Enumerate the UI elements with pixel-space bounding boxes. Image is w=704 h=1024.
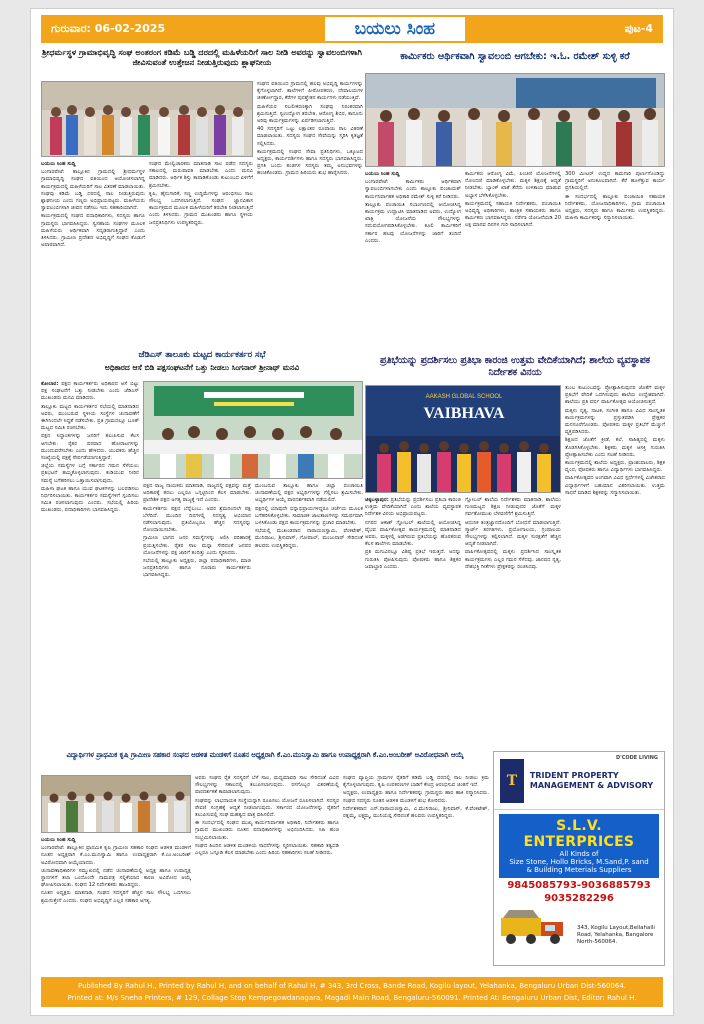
article-5-byline: ಬಯಲು ಸಿಂಹ ಸುದ್ದಿ xyxy=(41,837,76,843)
article-2-body-col3: 300 ಮೀಟರ್ ಉದ್ದದ ಕಾಮಗಾರಿ ಪೂರ್ಣಗೊಂಡಿದ್ದು ಗ್ರಾಮಸ್ಥರಿಗೆ ಅನುಕೂಲವಾಗಿದೆ. ಕೆರೆ ಹೂಳೆತ್ತುವ ಕಾರ್ಯ ಪ್ರಗತಿಯಲ್ಲಿದೆ. ಈ ಸಂದರ್ಭದಲ್ಲಿ ತಾಲ್ಲೂಕು ಪಂಚಾಯಿತಿ ಸಹಾಯಕ ನಿರ್ದೇಶಕರು, ಯೋಜನಾಧಿಕಾರಿಗಳು, ಗ್ರಾಮ ಪಂಚಾಯಿತಿ ಅಧ್ಯಕ್ಷರು, ಸದಸ್ಯರು ಹಾಗೂ ಕಾರ್ಮಿಕರು ಉಪಸ್ಥಿತರಿದ್ದರು. ಮಹಿಳಾ ಕಾರ್ಮಿಕರನ್ನು ಸನ್ಮಾನಿಸಲಾಯಿತು. xyxy=(565,171,665,222)
article-2-body-col2: ಕಾರ್ಮಿಕರು ಆರೋಗ್ಯ ವಿಮೆ, ಪಿಂಚಣಿ ಯೋಜನೆಗಳಲ್ಲಿ ನೋಂದಣಿ ಮಾಡಿಕೊಳ್ಳಬೇಕು. ಮಕ್ಕಳ ಶಿಕ್ಷಣಕ್ಕೆ ಆದ್ಯತೆ ನೀಡಬೇಕು. ಬ್ಯಾಂಕ್ ಖಾತೆ ತೆರೆದು ಉಳಿತಾಯ ಮಾಡುವ ಅಭ್ಯಾಸ ಬೆಳೆಸಿಕೊಳ್ಳಬೇಕು. ಕಾರ್ಯಕ್ರಮದಲ್ಲಿ ಸಹಾಯಕ ನಿರ್ದೇಶಕರು, ಪಂಚಾಯಿತಿ ಅಭಿವೃದ್ಧಿ ಅಧಿಕಾರಿಗಳು, ತಾಂತ್ರಿಕ ಸಹಾಯಕರು ಹಾಗೂ ಕಾರ್ಮಿಕರು ಭಾಗವಹಿಸಿದ್ದರು. ನರೇಗಾ ಯೋಜನೆಯಡಿ 20 ಲಕ್ಷ ಮಾನವ ದಿನಗಳ ಗುರಿ ಸಾಧಿಸಲಾಗಿದೆ. xyxy=(465,171,561,229)
article-1-body-col2: ಸಂಘದ ಮೇಲ್ವಿಚಾರಕರು ಮಾತನಾಡಿ ಸಾಲ ಪಡೆದ ಸದಸ್ಯರು ಸಕಾಲದಲ್ಲಿ ಮರುಪಾವತಿ ಮಾಡಬೇಕು ಎಂದು ಮನವಿ ಮಾಡಿದರು. ಆರ್ಥಿಕ ಶಿಸ್ತು ಕಾಪಾಡಿಕೊಂಡು ಕುಟುಂಬದ ಏಳಿಗೆಗೆ ಶ್ರಮಿಸಬೇಕು. ಕೃಷಿ, ಹೈನುಗಾರಿಕೆ, ಸಣ್ಣ ಉದ್ದಿಮೆಗಳನ್ನು ಆರಂಭಿಸಲು ಸಾಲ ಸೌಲಭ್ಯ ಒದಗಿಸಲಾಗುತ್ತಿದೆ. ಸಂಘದ ಜ್ಞಾನವಿಕಾಸ ಕಾರ್ಯಕ್ರಮದ ಮೂಲಕ ಮಹಿಳೆಯರಿಗೆ ತರಬೇತಿ ನೀಡಲಾಗುತ್ತಿದೆ ಎಂದು ತಿಳಿಸಿದರು. ಗ್ರಾಮದ ಮುಖಂಡರು ಹಾಗೂ ಸ್ಥಳೀಯ ಜನಪ್ರತಿನಿಧಿಗಳು ಉಪಸ್ಥಿತರಿದ್ದರು. xyxy=(149,161,253,226)
article-4-byline: ಚಿಕ್ಕಬಳ್ಳಾಪುರ: xyxy=(365,497,389,503)
slv-address: 343, Kogilu Layout,Bellahalli Road, Yelahanka, Bangalore North-560064. xyxy=(577,924,655,945)
article-2-headline: ಕಾರ್ಮಿಕರು ಆರ್ಥಿಕವಾಗಿ ಸ್ವಾವಲಂಬಿ ಆಗಬೇಕು: ಇ.ಓ. ರಮೇಶ್ ಸುಳ್ಳಿ ಕರೆ xyxy=(400,51,630,62)
article-3-body-col2: ಪಕ್ಷದ ರಾಜ್ಯ ನಾಯಕರು ಮಾತನಾಡಿ, ರಾಜ್ಯದಲ್ಲಿ ಪಕ್ಷವನ್ನು ಮತ್ತೆ ಅಧಿಕಾರಕ್ಕೆ ತರಲು ಎಲ್ಲರೂ ಒಗ್ಗಟ್ಟಿನಿಂದ ಕೆಲಸ ಮಾಡಬೇಕು. ಪ್ರಾದೇಶಿಕ ಪಕ್ಷದ ಅಗತ್ಯ ರಾಜ್ಯಕ್ಕೆ ಇದೆ ಎಂದರು. ಕಾರ್ಯಕರ್ತರು ಪಕ್ಷದ ಬೆನ್ನೆಲುಬು. ಅವರ ಶ್ರಮದಿಂದಲೇ ಪಕ್ಷ ಬೆಳೆದಿದೆ. ಮುಂದಿನ ದಿನಗಳಲ್ಲಿ ಸದಸ್ಯತ್ವ ಅಭಿಯಾನ ನಡೆಸಲಾಗುವುದು. ಪ್ರತಿಯೊಬ್ಬರೂ ಹೆಚ್ಚಿನ ಸದಸ್ಯರನ್ನು ನೋಂದಾಯಿಸಬೇಕು. ಗ್ರಾಮೀಣ ಭಾಗದ ಜನರ ಸಮಸ್ಯೆಗಳನ್ನು ಆಲಿಸಿ ಪರಿಹಾರಕ್ಕೆ ಪ್ರಯತ್ನಿಸಬೇಕು. ರೈತರ ಸಾಲ ಮನ್ನಾ ಸೇರಿದಂತೆ ಜನಪರ ಯೋಜನೆಗಳನ್ನು ಪಕ್ಷ ಜಾರಿಗೆ ತಂದಿತ್ತು ಎಂದು ಸ್ಮರಿಸಿದರು. ಸಭೆಯಲ್ಲಿ ತಾಲ್ಲೂಕು ಅಧ್ಯಕ್ಷರು, ಜಿಲ್ಲಾ ಪದಾಧಿಕಾರಿಗಳು, ಮಾಜಿ ಜನಪ್ರತಿನಿಧಿಗಳು ಹಾಗೂ ನೂರಾರು ಕಾರ್ಯಕರ್ತರು ಭಾಗವಹಿಸಿದ್ದರು. xyxy=(143,483,251,579)
banner-school-text: AAKASH GLOBAL SCHOOL xyxy=(425,394,503,400)
article-5-photo xyxy=(41,775,191,833)
footer-line-1: Published By Rahul H., Printed by Rahul H, and on behalf of Rahul H, # 343, 3rd Cross, Bande Road, Kogilu layout, Yelahanka, Bengaluru Urban Dist-560064. xyxy=(77,982,627,990)
article-1-body: ಬಯಲು ಸಿಂಹ ಸುದ್ದಿ ಬಂಗಾರಪೇಟೆ: ತಾಲ್ಲೂಕಿನ ಗ್ರಾಮದಲ್ಲಿ ಶ್ರೀಧರ್ಮಸ್ಥಳ ಗ್ರಾಮಾಭಿವೃದ್ಧಿ ಸಂಘದ ವತಿಯಿಂದ ಆಯೋಜಿಸಲಾಗಿದ್ದ ಕಾರ್ಯಕ್ರಮದಲ್ಲಿ ಮಹಿಳೆಯರಿಗೆ ಸಾಲ ವಿತರಣೆ ಮಾಡಲಾಯಿತು. ಸಂಘವು ಕಡಿಮೆ ಬಡ್ಡಿ ದರದಲ್ಲಿ ಸಾಲ ನೀಡುತ್ತಿರುವುದು ಶ್ಲಾಘನೀಯ ಎಂದು ಗಣ್ಯರು ಅಭಿಪ್ರಾಯಪಟ್ಟರು. ಮಹಿಳೆಯರು ಸ್ವಾವಲಂಬಿಗಳಾಗಿ ಜೀವನ ನಡೆಸಲು ಇದು ಸಹಕಾರಿಯಾಗಿದೆ. ಕಾರ್ಯಕ್ರಮದಲ್ಲಿ ಸಂಘದ ಪದಾಧಿಕಾರಿಗಳು, ಸದಸ್ಯರು ಹಾಗೂ ಗ್ರಾಮಸ್ಥರು ಭಾಗವಹಿಸಿದ್ದರು. ಸ್ವಸಹಾಯ ಸಂಘಗಳ ಮೂಲಕ ಮಹಿಳೆಯರು ಆರ್ಥಿಕವಾಗಿ ಸದೃಢರಾಗುತ್ತಿದ್ದಾರೆ ಎಂದು ತಿಳಿಸಿದರು. ಗ್ರಾಮೀಣ ಪ್ರದೇಶದ ಅಭಿವೃದ್ಧಿಗೆ ಸಂಘದ ಕೊಡುಗೆ ಅಪಾರವಾಗಿದೆ. xyxy=(41,161,145,249)
article-1-byline: ಬಯಲು ಸಿಂಹ ಸುದ್ದಿ xyxy=(41,161,76,167)
article-3-body: ಕೋಲಾರ: ಪಕ್ಷದ ಕಾರ್ಯಕರ್ತರು ಅಧಿಕಾರದ ಆಸೆ ಬಿಟ್ಟು ಪಕ್ಷ ಸಂಘಟನೆಗೆ ಒತ್ತು ನೀಡಬೇಕು ಎಂದು ಜೆಡಿಎಸ್ ಮುಖಂಡರು ಮನವಿ ಮಾಡಿದರು. ತಾಲ್ಲೂಕು ಮಟ್ಟದ ಕಾರ್ಯಕರ್ತರ ಸಭೆಯಲ್ಲಿ ಮಾತನಾಡಿದ ಅವರು, ಮುಂಬರುವ ಸ್ಥಳೀಯ ಸಂಸ್ಥೆಗಳ ಚುನಾವಣೆಗೆ ಈಗಿನಿಂದಲೇ ಸಿದ್ಧತೆ ನಡೆಸಬೇಕು. ಪ್ರತಿ ಗ್ರಾಮದಲ್ಲೂ ಬೂತ್ ಮಟ್ಟದ ಸಮಿತಿ ರಚಿಸಬೇಕು. ಪಕ್ಷದ ಸಿದ್ಧಾಂತಗಳನ್ನು ಜನರಿಗೆ ತಲುಪಿಸುವ ಕೆಲಸ ಆಗಬೇಕು. ರೈತರ ಪರವಾದ ಹೋರಾಟಗಳನ್ನು ಮುಂದುವರೆಸಬೇಕು ಎಂದು ಹೇಳಿದರು. ಯುವಕರು ಹೆಚ್ಚಿನ ಸಂಖ್ಯೆಯಲ್ಲಿ ಪಕ್ಷಕ್ಕೆ ಸೇರ್ಪಡೆಯಾಗುತ್ತಿದ್ದಾರೆ. ಜಿಲ್ಲೆಯ ಸಮಸ್ಯೆಗಳ ಬಗ್ಗೆ ಸರ್ಕಾರದ ಗಮನ ಸೆಳೆಯಲು ಪ್ರತಿಭಟನೆ ಹಮ್ಮಿಕೊಳ್ಳಲಾಗುವುದು. ಕುಡಿಯುವ ನೀರಿನ ಸಮಸ್ಯೆ ಬಗೆಹರಿಸಲು ಒತ್ತಾಯಿಸಲಾಗುವುದು. ಮಹಿಳಾ ಘಟಕ ಹಾಗೂ ಯುವ ಘಟಕಗಳನ್ನು ಬಲಪಡಿಸಲು ನಿರ್ಧರಿಸಲಾಯಿತು. ಕಾರ್ಯಕರ್ತರ ಸಮಸ್ಯೆಗಳಿಗೆ ಸ್ಪಂದಿಸಲು ಸಮಿತಿ ರಚಿಸಲಾಗುವುದು ಎಂದರು. ಸಭೆಯಲ್ಲಿ ಹಿರಿಯ ಮುಖಂಡರು, ಪದಾಧಿಕಾರಿಗಳು ಭಾಗವಹಿಸಿದ್ದರು. xyxy=(41,381,139,514)
truck-icon xyxy=(499,908,573,946)
article-3-subhead: ಅಧಿಕಾರದ ಆಸೆ ಬಿಡಿ ಪಕ್ಷಸಂಘಟನೆಗೆ ಒತ್ತು ನೀಡಲು ಸಿಂಗನಾರ್ ಶ್ರೀನಾಥ್ ಮನವಿ xyxy=(104,363,300,372)
article-1-headline: ಶ್ರೀಧರ್ಮಸ್ಥಳ ಗ್ರಾಮಾಭಿವೃದ್ಧಿ ಸಂಘ ಅಂತರಂಗ ಕಡಿಮೆ ಬಡ್ಡಿ ದರದಲ್ಲಿ ಮಹಿಳೆಯರಿಗೆ ಸಾಲ ನೀಡಿ ಅವರನ್ನು ಸ್ವಾವಲಂಬಿಗಳಾಗಿ ಜೀವಿಸುವಂತೆ ಉತ್ತೇಜನ ನೀಡುತ್ತಿರುವುದು ಶ್ಲಾಘನೀಯ xyxy=(42,47,362,68)
article-3-photo xyxy=(143,381,363,479)
dcode-living-logo: D'CODE LIVING xyxy=(616,755,658,761)
trident-ad xyxy=(494,752,664,810)
article-4-headline: ಪ್ರತಿಭೆಯನ್ನು ಪ್ರದರ್ಶಿಸಲು ಪ್ರತಿಭಾ ಕಾರಂಜಿ ಉತ್ತಮ ವೇದಿಕೆಯಾಗಿದೆ; ಶಾಲೆಯ ವ್ಯವಸ್ಥಾಪಕ ನಿರ್ದೇಶಕ ವಿನಯ xyxy=(380,355,650,378)
footer-line-2: Printed at: M/s Sneha Printers, # 129, Collage Stop Kempegowdanagara, Magadi Main Road, Bengaluru-560091. Printed At: Bengaluru Urban Dist, Editor: Rahul H. xyxy=(67,994,637,1002)
article-1-body-col3: ಸಂಘದ ವತಿಯಿಂದ ಗ್ರಾಮದಲ್ಲಿ ಹಲವು ಅಭಿವೃದ್ಧಿ ಕಾರ್ಯಗಳನ್ನು ಕೈಗೊಳ್ಳಲಾಗಿದೆ. ಶಾಲೆಗಳಿಗೆ ಪೀಠೋಪಕರಣ, ದೇವಾಲಯಗಳ ಜೀರ್ಣೋದ್ಧಾರ, ಕೆರೆಗಳ ಪುನಶ್ಚೇತನ ಕಾರ್ಯಗಳು ನಡೆಯುತ್ತಿವೆ. ಮಹಿಳೆಯರ ಸಬಲೀಕರಣಕ್ಕಾಗಿ ಸಂಘವು ನಿರಂತರವಾಗಿ ಶ್ರಮಿಸುತ್ತಿದೆ. ಸ್ವಉದ್ಯೋಗ ತರಬೇತಿ, ಆರೋಗ್ಯ ಶಿಬಿರ, ಕಾನೂನು ಅರಿವು ಕಾರ್ಯಕ್ರಮಗಳನ್ನು ಏರ್ಪಡಿಸಲಾಗುತ್ತಿದೆ. 40 ಸದಸ್ಯರಿಗೆ ಒಟ್ಟು ಲಕ್ಷಾಂತರ ರೂಪಾಯಿ ಸಾಲ ವಿತರಣೆ ಮಾಡಲಾಯಿತು. ಸದಸ್ಯರು ಸಂಘದ ಸೇವೆಯನ್ನು ಸ್ಮರಿಸಿ ಕೃತಜ್ಞತೆ ಸಲ್ಲಿಸಿದರು. ಕಾರ್ಯಕ್ರಮದಲ್ಲಿ ಸಂಘದ ಸೇವಾ ಪ್ರತಿನಿಧಿಗಳು, ಒಕ್ಕೂಟದ ಅಧ್ಯಕ್ಷರು, ಕಾರ್ಯದರ್ಶಿಗಳು ಹಾಗೂ ಸದಸ್ಯರು ಭಾಗವಹಿಸಿದ್ದರು. ಪ್ರಗತಿ ಬಂಧು ತಂಡಗಳ ಸದಸ್ಯರು ತಮ್ಮ ಅನುಭವಗಳನ್ನು ಹಂಚಿಕೊಂಡರು. ಗ್ರಾಮದ ಹಿರಿಯರು ಶುಭ ಹಾರೈಸಿದರು. xyxy=(257,81,363,177)
article-5-body-col3: ಸಂಘದ ವ್ಯಾಪ್ತಿಯ ಗ್ರಾಮಗಳ ರೈತರಿಗೆ ಕಡಿಮೆ ಬಡ್ಡಿ ದರದಲ್ಲಿ ಸಾಲ ನೀಡಲು ಕ್ರಮ ಕೈಗೊಳ್ಳಲಾಗುವುದು. ಕೃಷಿ ಉಪಕರಣಗಳ ಬಾಡಿಗೆ ಕೇಂದ್ರ ಆರಂಭಿಸುವ ಚಿಂತನೆ ಇದೆ. ಅಧ್ಯಕ್ಷರು, ಉಪಾಧ್ಯಕ್ಷರು ಹಾಗೂ ನಿರ್ದೇಶಕರನ್ನು ಗ್ರಾಮಸ್ಥರು ಹಾರ ಹಾಕಿ ಸನ್ಮಾನಿಸಿದರು. ಸಂಘದ ಸದಸ್ಯರು ನೂತನ ಆಡಳಿತ ಮಂಡಳಿಗೆ ಶುಭ ಕೋರಿದರು. ನಿರ್ದೇಶಕರಾದ ಎನ್.ನಾರಾಯಣಸ್ವಾಮಿ, ವಿ.ಮುನಿರಾಜು, ಶ್ರೀನಿವಾಸ್, ಕೆ.ವೆಂಕಟೇಶ್, ರತ್ನಮ್ಮ, ಲಕ್ಷ್ಮಮ್ಮ, ಮುನಿಯಪ್ಪ ಸೇರಿದಂತೆ ಹಲವರು ಉಪಸ್ಥಿತರಿದ್ದರು. xyxy=(343,775,489,820)
advertisement xyxy=(493,751,665,966)
article-4-body: ಚಿಕ್ಕಬಳ್ಳಾಪುರ: ಪ್ರತಿಭೆಯನ್ನು ಪ್ರದರ್ಶಿಸಲು ಪ್ರತಿಭಾ ಕಾರಂಜಿ ಉತ್ತಮ ವೇದಿಕೆಯಾಗಿದೆ ಎಂದು ಶಾಲೆಯ ವ್ಯವಸ್ಥಾಪಕ ನಿರ್ದೇಶಕ ವಿನಯ ಅಭಿಪ್ರಾಯಪಟ್ಟರು. ನಗರದ ಆಕಾಶ್ ಗ್ಲೋಬಲ್ ಶಾಲೆಯಲ್ಲಿ ಆಯೋಜಿಸಿದ್ದ ವೈಭವ ವಾರ್ಷಿಕೋತ್ಸವ ಕಾರ್ಯಕ್ರಮದಲ್ಲಿ ಮಾತನಾಡಿದ ಅವರು, ಮಕ್ಕಳಲ್ಲಿ ಅಡಗಿರುವ ಪ್ರತಿಭೆಯನ್ನು ಹೊರತರುವ ಕೆಲಸ ಶಾಲೆಗಳು ಮಾಡಬೇಕು. ಪ್ರತಿ ಮಗುವಿನಲ್ಲೂ ವಿಶಿಷ್ಟ ಪ್ರತಿಭೆ ಇರುತ್ತದೆ. ಅದನ್ನು ಗುರುತಿಸಿ ಪೋಷಿಸುವುದು ಪೋಷಕರು ಹಾಗೂ ಶಿಕ್ಷಕರ ಜವಾಬ್ದಾರಿ ಎಂದರು. xyxy=(365,497,461,570)
article-5-headline: ವಿದ್ಯಾರ್ಥಿಗಳ ಪ್ರಾಥಮಿಕ ಕೃಷಿ ಗ್ರಾಮೀಣ ಸಹಕಾರ ಸಂಘದ ಆಡಳಿತ ಮಂಡಳಿಗೆ ನೂತನ ಅಧ್ಯಕ್ಷರಾಗಿ ಕೆ.ಎಂ.ಮುನಿಸ್ವಾಮಿ ಹಾಗೂ ಉಪಾಧ್ಯಕ್ಷರಾಗಿ ಕೆ.ಎಂ.ಅಂಬರೀಶ್ ಅವಿರೋಧವಾಗಿ ಆಯ್ಕೆ xyxy=(66,751,464,759)
article-4-photo xyxy=(365,385,561,493)
newspaper-title: ಬಯಲು ಸಿಂಹ xyxy=(325,17,465,41)
article-3-body-col3: ಮುಂಬರುವ ತಾಲ್ಲೂಕು ಹಾಗೂ ಜಿಲ್ಲಾ ಪಂಚಾಯಿತಿ ಚುನಾವಣೆಯಲ್ಲಿ ಪಕ್ಷದ ಅಭ್ಯರ್ಥಿಗಳನ್ನು ಗೆಲ್ಲಿಸಲು ಶ್ರಮಿಸಬೇಕು. ಅಭ್ಯರ್ಥಿಗಳ ಆಯ್ಕೆ ಪಾರದರ್ಶಕವಾಗಿ ನಡೆಯಲಿದೆ. ಪಕ್ಷದಲ್ಲಿ ಯಾವುದೇ ಭಿನ್ನಾಭಿಪ್ರಾಯಗಳಿದ್ದರೂ ಚರ್ಚೆಯ ಮೂಲಕ ಬಗೆಹರಿಸಿಕೊಳ್ಳಬೇಕು. ಸಾಮಾಜಿಕ ಜಾಲತಾಣಗಳನ್ನು ಸಮರ್ಥವಾಗಿ ಬಳಸಿಕೊಂಡು ಪಕ್ಷದ ಕಾರ್ಯಕ್ರಮಗಳನ್ನು ಪ್ರಚಾರ ಮಾಡಬೇಕು. ಸಭೆಯಲ್ಲಿ ಮುಖಂಡರಾದ ನಾರಾಯಣಸ್ವಾಮಿ, ವೆಂಕಟೇಶ್, ಮುನಿರಾಜು, ಶ್ರೀನಿವಾಸ್, ಗೋಪಾಲ್, ಮಂಜುನಾಥ್ ಸೇರಿದಂತೆ ಹಲವರು ಉಪಸ್ಥಿತರಿದ್ದರು. xyxy=(255,483,363,549)
article-4-body-side: ತುಂಬ ಕುಟುಂಬವನ್ನು ಪ್ರೋತ್ಸಾಹಿಸುವುದರ ಜೊತೆಗೆ ಮಕ್ಕಳ ಪ್ರತಿಭೆಗೆ ವೇದಿಕೆ ಒದಗಿಸುವುದು ಶಾಲೆಯ ಉದ್ದೇಶವಾಗಿದೆ. ಶಾಲೆಯು ಪ್ರತಿ ವರ್ಷ ವಾರ್ಷಿಕೋತ್ಸವ ಆಯೋಜಿಸುತ್ತದೆ. ಮಕ್ಕಳು ನೃತ್ಯ, ನಾಟಕ, ಸಂಗೀತ ಹಾಗೂ ವಿವಿಧ ಸಾಂಸ್ಕೃತಿಕ ಕಾರ್ಯಕ್ರಮಗಳನ್ನು ಪ್ರಸ್ತುತಪಡಿಸಿ ಪ್ರೇಕ್ಷಕರ ಮನಸೂರೆಗೊಂಡರು. ಪೋಷಕರು ಮಕ್ಕಳ ಪ್ರತಿಭೆಗೆ ಮೆಚ್ಚುಗೆ ವ್ಯಕ್ತಪಡಿಸಿದರು. ಶಿಕ್ಷಣದ ಜೊತೆಗೆ ಕ್ರೀಡೆ, ಕಲೆ, ಸಾಹಿತ್ಯದಲ್ಲಿ ಮಕ್ಕಳು ತೊಡಗಿಸಿಕೊಳ್ಳಬೇಕು. ಶಿಕ್ಷಕರು ಮಕ್ಕಳ ಆಸಕ್ತಿ ಗುರುತಿಸಿ ಪ್ರೋತ್ಸಾಹಿಸಬೇಕು ಎಂದು ಸಲಹೆ ನೀಡಿದರು. ಕಾರ್ಯಕ್ರಮದಲ್ಲಿ ಶಾಲೆಯ ಅಧ್ಯಕ್ಷರು, ಪ್ರಾಂಶುಪಾಲರು, ಶಿಕ್ಷಕ ವೃಂದ, ಪೋಷಕರು ಹಾಗೂ ವಿದ್ಯಾರ್ಥಿಗಳು ಭಾಗವಹಿಸಿದ್ದರು. ವಾರ್ಷಿಕೋತ್ಸವದ ಅಂಗವಾಗಿ ವಿವಿಧ ಸ್ಪರ್ಧೆಗಳಲ್ಲಿ ವಿಜೇತರಾದ ವಿದ್ಯಾರ್ಥಿಗಳಿಗೆ ಬಹುಮಾನ ವಿತರಿಸಲಾಯಿತು. ಉತ್ತಮ ಸಾಧನೆ ಮಾಡಿದ ಶಿಕ್ಷಕರನ್ನು ಸನ್ಮಾನಿಸಲಾಯಿತು. xyxy=(565,385,665,496)
phone-line-1: 9845085793-9036885793 xyxy=(507,880,651,891)
banner-title-text: VAIBHAVA xyxy=(423,405,505,422)
article-5-body-col2: ಅವರು ಸಂಘದ ರೈತ ಸದಸ್ಯರಿಗೆ ಬೆಳೆ ಸಾಲ, ಮಧ್ಯಮಾವಧಿ ಸಾಲ ಸೇರಿದಂತೆ ವಿವಿಧ ಸೌಲಭ್ಯಗಳನ್ನು ಸಕಾಲದಲ್ಲಿ ತಲುಪಿಸಲಾಗುವುದು. ರಸಗೊಬ್ಬರ ವಿತರಣೆಯಲ್ಲಿ ಪಾರದರ್ಶಕತೆ ಕಾಪಾಡಲಾಗುವುದು. ಸಂಘವನ್ನು ಲಾಭದಾಯಕ ಸಂಸ್ಥೆಯನ್ನಾಗಿ ರೂಪಿಸಲು ಯೋಜನೆ ರೂಪಿಸಲಾಗಿದೆ. ಸದಸ್ಯರ ಠೇವಣಿ ಸಂಗ್ರಹಕ್ಕೆ ಆದ್ಯತೆ ನೀಡಲಾಗುವುದು. ಸರ್ಕಾರದ ಯೋಜನೆಗಳನ್ನು ರೈತರಿಗೆ ತಲುಪಿಸುವಲ್ಲಿ ಸಂಘ ಮಹತ್ವದ ಪಾತ್ರ ವಹಿಸಲಿದೆ. ಈ ಸಂದರ್ಭದಲ್ಲಿ ಸಂಘದ ಮುಖ್ಯ ಕಾರ್ಯನಿರ್ವಾಹಕ ಅಧಿಕಾರಿ, ನಿರ್ದೇಶಕರು ಹಾಗೂ ಗ್ರಾಮದ ಮುಖಂಡರು ನೂತನ ಪದಾಧಿಕಾರಿಗಳನ್ನು ಅಭಿನಂದಿಸಿದರು. ಸಿಹಿ ಹಂಚಿ ಸಂಭ್ರಮಿಸಲಾಯಿತು. ಸಂಘದ ಹಿಂದಿನ ಆಡಳಿತ ಮಂಡಳಿಯ ಸಾಧನೆಗಳನ್ನು ಸ್ಮರಿಸಲಾಯಿತು. ಸಹಕಾರಿ ತತ್ವದಡಿ ಎಲ್ಲರೂ ಒಗ್ಗೂಡಿ ಕೆಲಸ ಮಾಡಬೇಕು ಎಂದು ಹಿರಿಯ ಸಹಕಾರಿಗಳು ಸಲಹೆ ನೀಡಿದರು. xyxy=(195,775,339,857)
article-2-photo xyxy=(365,73,665,167)
article-1-photo xyxy=(41,81,253,157)
page-number: ಪುಟ-4 xyxy=(624,22,653,35)
newspaper-page xyxy=(30,8,674,1016)
article-5-body: ಬಯಲು ಸಿಂಹ ಸುದ್ದಿ ಬಂಗಾರಪೇಟೆ: ತಾಲ್ಲೂಕಿನ ಪ್ರಾಥಮಿಕ ಕೃಷಿ ಗ್ರಾಮೀಣ ಸಹಕಾರ ಸಂಘದ ಆಡಳಿತ ಮಂಡಳಿಗೆ ನೂತನ ಅಧ್ಯಕ್ಷರಾಗಿ ಕೆ.ಎಂ.ಮುನಿಸ್ವಾಮಿ ಹಾಗೂ ಉಪಾಧ್ಯಕ್ಷರಾಗಿ ಕೆ.ಎಂ.ಅಂಬರೀಶ್ ಅವಿರೋಧವಾಗಿ ಆಯ್ಕೆಯಾದರು. ಚುನಾವಣಾಧಿಕಾರಿಗಳ ಸಮ್ಮುಖದಲ್ಲಿ ನಡೆದ ಚುನಾವಣೆಯಲ್ಲಿ ಅಧ್ಯಕ್ಷ ಹಾಗೂ ಉಪಾಧ್ಯಕ್ಷ ಸ್ಥಾನಗಳಿಗೆ ತಲಾ ಒಂದೊಂದೇ ನಾಮಪತ್ರ ಸಲ್ಲಿಕೆಯಾದ ಕಾರಣ ಅವಿರೋಧ ಆಯ್ಕೆ ಘೋಷಿಸಲಾಯಿತು. ಸಂಘದ 12 ನಿರ್ದೇಶಕರು ಹಾಜರಿದ್ದರು. ನೂತನ ಅಧ್ಯಕ್ಷರು ಮಾತನಾಡಿ, ಸಂಘದ ಸದಸ್ಯರಿಗೆ ಹೆಚ್ಚಿನ ಸಾಲ ಸೌಲಭ್ಯ ಒದಗಿಸಲು ಶ್ರಮಿಸುತ್ತೇನೆ ಎಂದರು. ಸಂಘದ ಅಭಿವೃದ್ಧಿಗೆ ಎಲ್ಲರ ಸಹಕಾರ ಅಗತ್ಯ. xyxy=(41,837,191,904)
phone-line-2: 9035282296 xyxy=(544,892,614,904)
article-3-headline: ಜೆಡಿಎಸ್ ತಾಲೂಕು ಮಟ್ಟದ ಕಾರ್ಯಕರ್ತರ ಸಭೆ xyxy=(138,349,266,359)
article-3-byline: ಕೋಲಾರ: xyxy=(41,381,59,387)
masthead xyxy=(41,15,663,43)
slv-line-3: & Building Meterials Suppliers xyxy=(526,866,632,874)
issue-date: ಗುರುವಾರ: 06-02-2025 xyxy=(51,22,166,35)
article-2-body: ಬಯಲು ಸಿಂಹ ಸುದ್ದಿ ಬಂಗಾರಪೇಟೆ: ಕಾರ್ಮಿಕರು ಆರ್ಥಿಕವಾಗಿ ಸ್ವಾವಲಂಬಿಗಳಾಗಬೇಕು ಎಂದು ತಾಲ್ಲೂಕು ಪಂಚಾಯತ್ ಕಾರ್ಯನಿರ್ವಾಹಕ ಅಧಿಕಾರಿ ರಮೇಶ್ ಸುಳ್ಳಿ ಕರೆ ನೀಡಿದರು. ತಾಲ್ಲೂಕು ಪಂಚಾಯಿತಿ ಸಭಾಂಗಣದಲ್ಲಿ ಆಯೋಜಿಸಿದ್ದ ಕಾರ್ಯಕ್ರಮ ಉದ್ಘಾಟಿಸಿ ಮಾತನಾಡಿದ ಅವರು, ಉದ್ಯೋಗ ಖಾತ್ರಿ ಯೋಜನೆಯ ಸೌಲಭ್ಯಗಳನ್ನು ಸದುಪಯೋಗಪಡಿಸಿಕೊಳ್ಳಬೇಕು. ಕೂಲಿ ಕಾರ್ಮಿಕರಿಗೆ ಸರ್ಕಾರ ಹಲವು ಯೋಜನೆಗಳನ್ನು ಜಾರಿಗೆ ತಂದಿದೆ ಎಂದರು. xyxy=(365,171,461,244)
ad-bottom xyxy=(494,905,664,949)
article-4-body-col2: ಗ್ಲೋಬಲ್ ಶಾಲೆಯ ನಿರ್ದೇಶಕರು ಮಾತನಾಡಿ, ಶಾಲೆಯು ಗುಣಮಟ್ಟದ ಶಿಕ್ಷಣ ನೀಡುವುದರ ಜೊತೆಗೆ ಮಕ್ಕಳ ಸರ್ವತೋಮುಖ ಬೆಳವಣಿಗೆಗೆ ಶ್ರಮಿಸುತ್ತಿದೆ. ಆಧುನಿಕ ತಂತ್ರಜ್ಞಾನದೊಂದಿಗೆ ಬೋಧನೆ ಮಾಡಲಾಗುತ್ತಿದೆ. ಸ್ಮಾರ್ಟ್ ತರಗತಿಗಳು, ಪ್ರಯೋಗಾಲಯ, ಗ್ರಂಥಾಲಯ ಸೌಲಭ್ಯಗಳನ್ನು ಕಲ್ಪಿಸಲಾಗಿದೆ. ಮಕ್ಕಳ ಸುರಕ್ಷತೆಗೆ ಹೆಚ್ಚಿನ ಆದ್ಯತೆ ನೀಡಲಾಗಿದೆ. ವಾರ್ಷಿಕೋತ್ಸವದಲ್ಲಿ ಮಕ್ಕಳು ಪ್ರದರ್ಶಿಸಿದ ಸಾಂಸ್ಕೃತಿಕ ಕಾರ್ಯಕ್ರಮಗಳು ಎಲ್ಲರ ಗಮನ ಸೆಳೆದವು. ಜಾನಪದ ನೃತ್ಯ, ದೇಶಭಕ್ತಿ ಗೀತೆಗಳು ಪ್ರೇಕ್ಷಕರನ್ನು ರಂಜಿಸಿದವು. xyxy=(465,497,561,570)
trident-company-name: TRIDENT PROPERTY MANAGEMENT & ADVISORY xyxy=(529,770,654,790)
trident-logo-icon: T xyxy=(500,759,524,803)
slv-banner xyxy=(499,814,659,878)
slv-phones xyxy=(494,880,664,905)
slv-line-2: Size Stone, Hollo Bricks, M.Sand,P. sand xyxy=(509,858,649,866)
slv-line-1: All Kinds of xyxy=(559,850,599,858)
slv-name: S.L.V. ENTERPRICES xyxy=(523,818,635,850)
article-2-byline: ಬಯಲು ಸಿಂಹ ಸುದ್ದಿ xyxy=(365,171,400,177)
footer-imprint xyxy=(41,977,663,1007)
